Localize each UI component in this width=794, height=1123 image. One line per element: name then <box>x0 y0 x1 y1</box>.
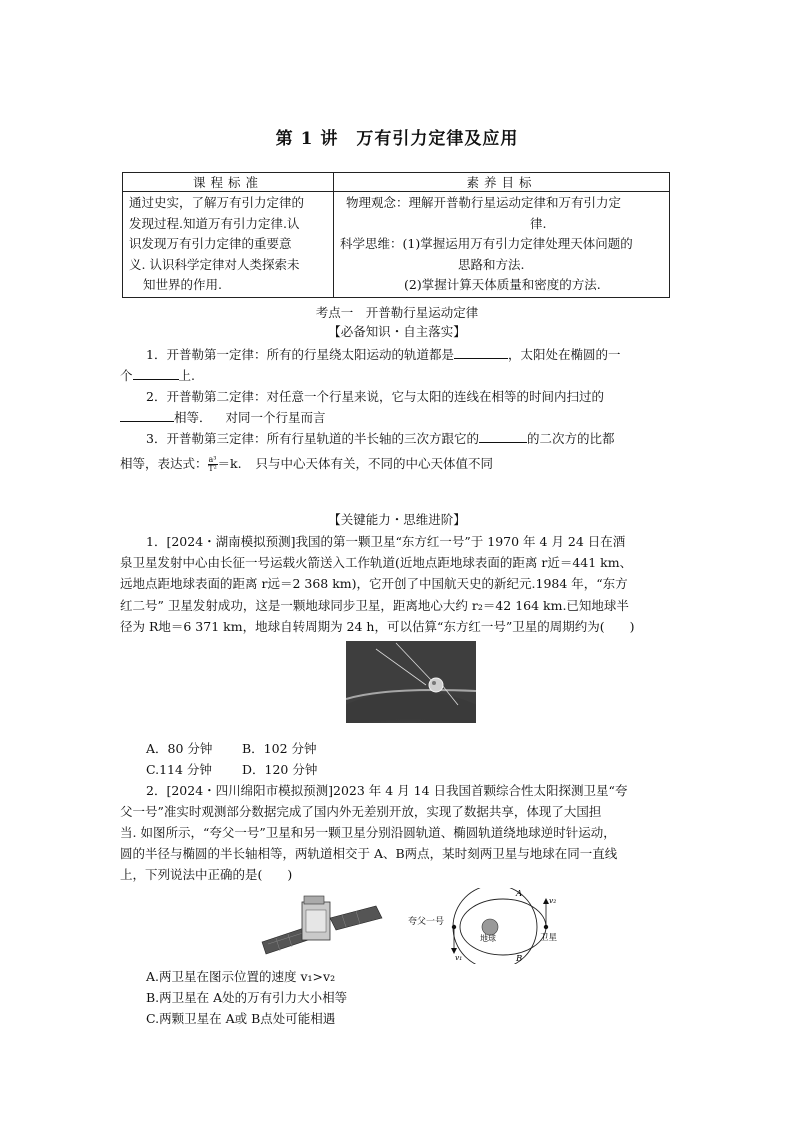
answer-blank <box>133 367 179 380</box>
question-1-line: 红二号” 卫星发射成功，这是一颗地球同步卫星，距离地心大约 r₂＝42 164 km.已知地球半 <box>120 598 629 613</box>
satellite-photo-art <box>346 641 476 723</box>
law2-note: 对同一个行星而言 <box>225 410 326 425</box>
question-2-line: 父一号”准实时观测部分数据完成了国内外无差别开放，实现了数据共享，体现了大国担 <box>120 804 602 819</box>
goal-line: 律. <box>530 215 547 231</box>
q1-option-a: A．80 分钟 <box>146 741 213 756</box>
orbit-diagram <box>408 888 558 964</box>
kepler-law-2-cont <box>120 408 326 426</box>
question-2-line: 圆的半径与椭圆的半长轴相等，两轨道相交于 A、B两点，某时刻两卫星与地球在同一直线 <box>120 846 618 861</box>
question-1-line: 泉卫星发射中心由长征一号运载火箭送入工作轨道(近地点距地球表面的距离 r近＝441 km、 <box>120 555 633 570</box>
goal-line: 思路和方法. <box>458 256 525 272</box>
label-kuafu: 夸父一号 <box>408 917 445 927</box>
kepler-law-3 <box>146 429 614 447</box>
question-2-line: 2．[2024・四川绵阳市模拟预测]2023 年 4 月 14 日我国首颗综合性太阳探测卫星“夸 <box>146 783 628 798</box>
fraction-denominator: T² <box>208 464 217 473</box>
law2-text: 相等． <box>174 410 212 425</box>
law1-text: 上. <box>178 368 195 383</box>
law3-text: 的二次方的比都 <box>526 431 615 446</box>
law1-text-cont: ，太阳处在椭圆的一 <box>507 347 621 362</box>
standard-line: 义. 认识科学定律对人类探索未 <box>129 256 300 272</box>
law1-text: 个 <box>120 368 133 383</box>
question-1-line: 1．[2024・湖南模拟预测]我国的第一颗卫星“东方红一号”于 1970 年 4 月 24 日在酒 <box>146 534 626 549</box>
kepler-law-1 <box>146 345 620 363</box>
kuafu-satellite-illustration <box>262 896 382 954</box>
standard-line: 知世界的作用. <box>143 277 222 292</box>
standard-line: 发现过程.知道万有引力定律.认 <box>129 215 300 231</box>
answer-blank <box>454 346 508 359</box>
question-1-line: 远地点距地球表面的距离 r远＝2 368 km)，它开创了中国航天史的新纪元.1984 年，“东方 <box>120 576 628 591</box>
kepler-law-1-cont <box>120 366 195 384</box>
law3-text: 相等，表达式： <box>120 456 208 471</box>
standard-line: 识发现万有引力定律的重要意 <box>129 236 292 251</box>
label-satellite: 卫星 <box>540 933 558 943</box>
standard-line: 通过史实，了解万有引力定律的 <box>129 195 305 210</box>
q1-option-b: B．102 分钟 <box>242 741 317 756</box>
page-title: 第 1 讲 万有引力定律及应用 <box>275 129 519 149</box>
law3-note: 只与中心天体有关，不同的中心天体值不同 <box>255 456 494 471</box>
q1-option-c: C.114 分钟 <box>146 762 212 777</box>
curriculum-standard-cell <box>123 192 334 298</box>
q2-option-c: C.两颗卫星在 A或 B点处可能相遇 <box>146 1011 336 1026</box>
subsection-heading: 【关键能力・思维进阶】 <box>328 512 466 527</box>
section-heading: 考点一 开普勒行星运动定律 <box>315 305 479 320</box>
table-header-right: 素养目标 <box>334 173 670 192</box>
goal-line: 科学思维：(1)掌握运用万有引力定律处理天体问题的 <box>340 236 633 251</box>
table-header-left: 课程标准 <box>123 173 334 192</box>
fraction-numerator: a³ <box>208 455 217 464</box>
elliptical-orbit <box>460 899 546 955</box>
question-2-line: 当. 如图所示，“夸父一号”卫星和另一颗卫星分别沿圆轨道、椭圆轨道绕地球逆时针运动， <box>120 825 616 840</box>
q2-option-a: A.两卫星在图示位置的速度 v₁>v₂ <box>146 969 336 984</box>
label-point-a: A <box>516 889 523 899</box>
orbit-figure <box>258 888 594 964</box>
law1-text: 1．开普勒第一定律：所有的行星绕太阳运动的轨道都是 <box>146 347 454 362</box>
satellite-photo <box>346 641 476 723</box>
earth <box>482 919 498 935</box>
subsection-heading: 【必备知识・自主落实】 <box>328 324 466 339</box>
label-earth: 地球 <box>480 934 496 943</box>
question-2-line: 上，下列说法中正确的是( ) <box>120 867 293 882</box>
goal-line: (2)掌握计算天体质量和密度的方法. <box>404 277 601 292</box>
q2-option-b: B.两卫星在 A处的万有引力大小相等 <box>146 990 348 1005</box>
label-v2: v₂ <box>549 896 557 905</box>
goal-line: 物理观念：理解开普勒行星运动定律和万有引力定 <box>346 195 622 210</box>
law3-text: ＝k. <box>217 456 242 471</box>
law3-text: 3．开普勒第三定律：所有行星轨道的半长轴的三次方跟它的 <box>146 431 479 446</box>
label-v1: v₁ <box>455 953 463 962</box>
question-1-line: 径为 R地＝6 371 km，地球自转周期为 24 h，可以估算“东方红一号”卫星的周期约为( ) <box>120 619 635 634</box>
curriculum-table <box>122 172 670 298</box>
answer-blank <box>120 409 174 422</box>
answer-blank <box>479 430 527 443</box>
formula-fraction <box>208 456 218 473</box>
q1-option-d: D．120 分钟 <box>242 762 318 777</box>
kepler-law-3-formula <box>120 454 493 473</box>
kepler-law-2: 2．开普勒第二定律：对任意一个行星来说，它与太阳的连线在相等的时间内扫过的 <box>146 389 604 404</box>
label-point-b: B <box>516 954 523 964</box>
literacy-goal-cell <box>334 192 670 298</box>
